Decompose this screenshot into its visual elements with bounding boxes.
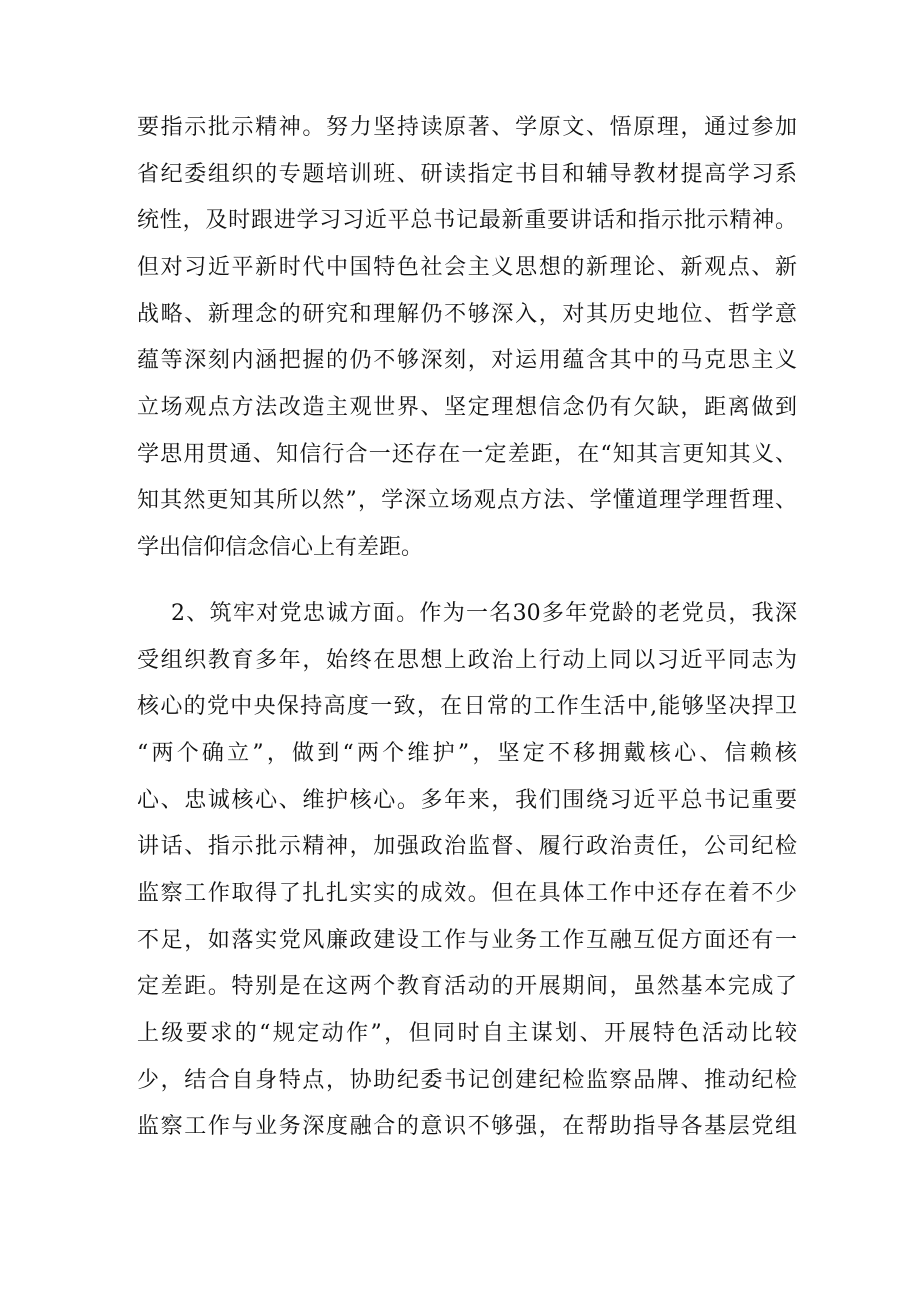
text-line: 上级要求的“规定动作”，但同时自主谋划、开展特色活动比较: [137, 1021, 797, 1046]
text-line: 学思用贯通、知信行合一还存在一定差距，在“知其言更知其义、: [137, 442, 797, 467]
text-line: 少，结合自身特点，协助纪委书记创建纪检监察品牌、推动纪检: [137, 1068, 797, 1093]
text-line: 省纪委组织的专题培训班、研读指定书目和辅导教材提高学习系: [137, 162, 797, 187]
text-line: 统性，及时跟进学习习近平总书记最新重要讲话和指示批示精神。: [137, 208, 797, 233]
text-line: 蕴等深刻内涵把握的仍不够深刻，对运用蕴含其中的马克思主义: [137, 348, 797, 373]
text-line: 学出信仰信念信心上有差距。: [137, 535, 424, 560]
text-line: 受组织教育多年，始终在思想上政治上行动上同以习近平同志为: [137, 648, 797, 673]
text-line: 知其然更知其所以然”，学深立场观点方法、学懂道理学理哲理、: [137, 488, 797, 513]
text-line: 战略、新理念的研究和理解仍不够深入，对其历史地位、哲学意: [137, 302, 797, 327]
text-line: 立场观点方法改造主观世界、坚定理想信念仍有欠缺，距离做到: [137, 395, 797, 420]
text-line: 2、筑牢对党忠诚方面。作为一名30多年党龄的老党员，我深: [171, 601, 797, 626]
text-line: 但对习近平新时代中国特色社会主义思想的新理论、新观点、新: [137, 255, 797, 280]
text-line: 核心的党中央保持高度一致，在日常的工作生活中,能够坚决捍卫: [137, 694, 797, 719]
text-line: “两个确立”，做到“两个维护”，坚定不移拥戴核心、信赖核: [137, 741, 797, 766]
text-line: 监察工作取得了扎扎实实的成效。但在具体工作中还存在着不少: [137, 881, 797, 906]
text-line: 定差距。特别是在这两个教育活动的开展期间，虽然基本完成了: [137, 974, 797, 999]
text-line: 心、忠诚核心、维护核心。多年来，我们围绕习近平总书记重要: [137, 788, 797, 813]
text-line: 要指示批示精神。努力坚持读原著、学原文、悟原理，通过参加: [137, 115, 797, 140]
text-line: 讲话、指示批示精神，加强政治监督、履行政治责任，公司纪检: [137, 834, 797, 859]
text-line: 不足，如落实党风廉政建设工作与业务工作互融互促方面还有一: [137, 928, 797, 953]
text-line: 监察工作与业务深度融合的意识不够强，在帮助指导各基层党组: [137, 1114, 797, 1139]
